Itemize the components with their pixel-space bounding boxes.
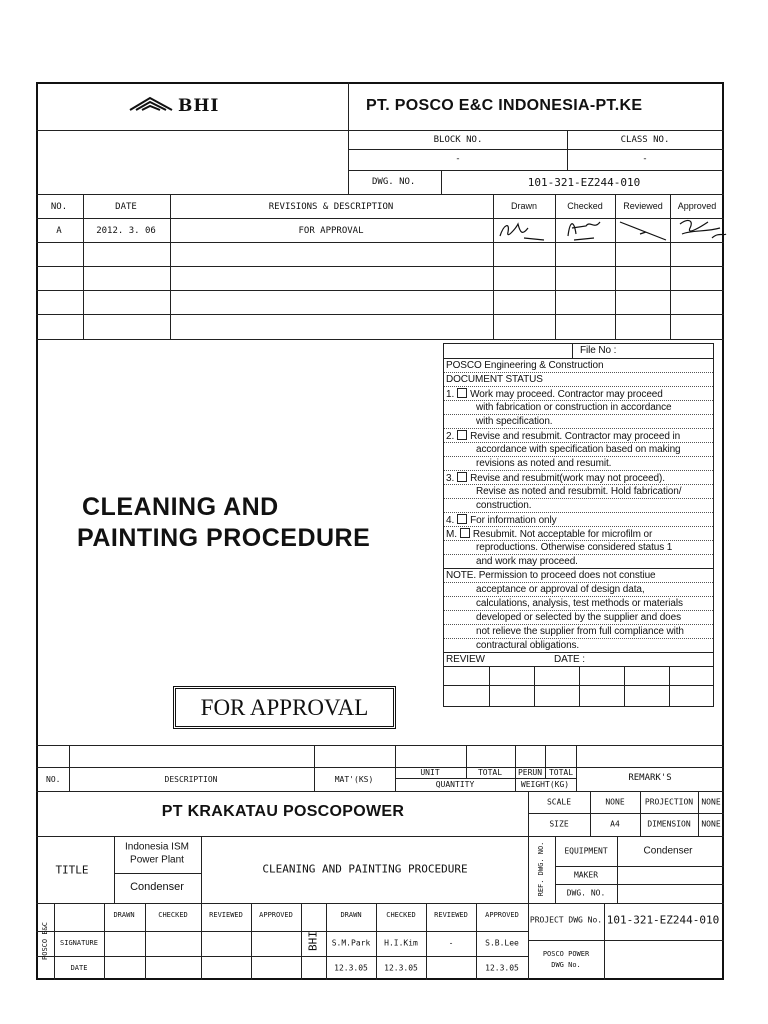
mat-header-total: TOTAL	[477, 768, 503, 777]
divider	[444, 610, 713, 611]
posco-drawn-header: DRAWN	[113, 911, 135, 919]
divider	[36, 130, 724, 131]
divider	[36, 791, 724, 792]
block-no-value: -	[455, 154, 461, 164]
mat-header-perun: PERUN	[517, 768, 543, 777]
bhi-drawn-date: 12.3.05	[334, 963, 368, 973]
divider	[604, 903, 605, 980]
bhi-reviewed-header: REVIEWED	[434, 911, 468, 919]
mat-header-unit: UNIT	[420, 768, 440, 777]
divider	[444, 554, 713, 555]
divider	[555, 836, 556, 903]
mat-header-no: NO.	[46, 775, 61, 784]
divider	[326, 903, 327, 980]
status-4-line	[446, 514, 557, 526]
dwg-no-label: DWG. NO.	[372, 177, 416, 187]
status-3-number: 3.	[446, 473, 455, 484]
company-name: PT. POSCO E&C INDONESIA-PT.KE	[366, 97, 643, 114]
maker-label: MAKER	[573, 870, 599, 880]
rev-header-checked: Checked	[567, 201, 603, 211]
divider	[376, 903, 377, 980]
divider	[444, 470, 713, 471]
rev-row-no: A	[56, 226, 62, 236]
ref-dwg-label: REF. DWG. NO.	[537, 841, 545, 897]
divider	[314, 745, 315, 791]
class-no-label: CLASS NO.	[620, 135, 670, 145]
divider	[669, 666, 670, 706]
document-status-stamp	[443, 343, 714, 707]
review-date-label: DATE :	[554, 654, 585, 665]
divider	[36, 266, 724, 267]
bhi-approved-date: 12.3.05	[485, 963, 519, 973]
status-m-number: M.	[446, 529, 457, 540]
status-m-checkbox[interactable]	[460, 528, 470, 538]
divider	[36, 767, 724, 768]
bhi-approved-header: APPROVED	[485, 911, 519, 919]
divider	[36, 339, 724, 340]
divider	[444, 512, 713, 513]
checked-signature-icon	[560, 216, 612, 244]
status-m-line	[446, 528, 652, 540]
status-3-text: Revise and resubmit(work may not proceed).	[470, 473, 665, 484]
stamp-heading: DOCUMENT STATUS	[446, 374, 543, 385]
status-3-line	[446, 472, 665, 484]
status-3-text-3: construction.	[476, 500, 532, 511]
reviewed-signature-icon	[616, 218, 670, 242]
note-text-3: calculations, analysis, test methods or materials	[476, 598, 683, 609]
date-label: DATE	[70, 964, 88, 972]
rev-row-description: FOR APPROVAL	[298, 226, 364, 236]
status-4-text: For information only	[470, 515, 557, 526]
divider	[36, 931, 528, 932]
divider	[567, 130, 568, 170]
for-approval-box: FOR APPROVAL	[173, 686, 396, 729]
stamp-company: POSCO Engineering & Construction	[446, 360, 604, 371]
divider	[444, 526, 713, 527]
mat-header-mat: MAT'(KS)	[334, 775, 374, 784]
divider	[36, 745, 724, 746]
status-m-text-3: and work may proceed.	[476, 556, 578, 567]
divider	[444, 358, 713, 359]
equipment-label: EQUIPMENT	[564, 846, 608, 856]
scale-value: NONE	[605, 797, 625, 807]
bhi-logo	[128, 96, 220, 121]
status-2-number: 2.	[446, 431, 455, 442]
divider	[395, 745, 396, 791]
class-no-value: -	[642, 154, 648, 164]
divider	[444, 428, 713, 429]
rev-header-approved: Approved	[677, 201, 717, 211]
projection-label: PROJECTION	[644, 797, 694, 807]
divider	[104, 903, 105, 980]
rev-header-date: DATE	[115, 202, 137, 212]
main-title-line-1: CLEANING AND	[82, 493, 279, 521]
divider	[444, 400, 713, 401]
dwg-no-value: 101-321-EZ244-010	[527, 176, 641, 189]
status-4-checkbox[interactable]	[457, 514, 467, 524]
divider	[576, 745, 577, 791]
divider	[36, 194, 724, 195]
status-1-number: 1.	[446, 389, 455, 400]
divider	[444, 582, 713, 583]
bhi-checked-signature: H.I.Kim	[384, 938, 418, 948]
divider	[489, 666, 490, 706]
divider	[251, 903, 252, 980]
divider	[201, 903, 202, 980]
divider	[145, 903, 146, 980]
plant-line-1: Indonesia ISM	[125, 841, 189, 853]
block-no-label: BLOCK NO.	[433, 135, 483, 145]
divider	[444, 638, 713, 639]
mat-header-total-weight: TOTAL	[548, 768, 574, 777]
divider	[114, 873, 201, 874]
mat-header-quantity: QUANTITY	[435, 780, 475, 789]
divider	[36, 242, 724, 243]
divider	[36, 290, 724, 291]
bhi-reviewed-signature: -	[448, 938, 454, 948]
mat-header-remarks: REMARK'S	[628, 773, 672, 783]
divider	[348, 82, 349, 194]
divider	[515, 745, 516, 791]
divider	[36, 836, 724, 837]
signature-label: SIGNATURE	[60, 939, 98, 947]
divider	[444, 414, 713, 415]
rev-row-date: 2012. 3. 06	[96, 226, 156, 236]
divider	[301, 903, 302, 980]
divider	[444, 484, 713, 485]
bhi-logo-icon	[128, 96, 174, 116]
status-3-checkbox[interactable]	[457, 472, 467, 482]
bhi-drawn-signature: S.M.Park	[331, 938, 371, 948]
rev-header-no: NO.	[50, 202, 68, 212]
posco-reviewed-header: REVIEWED	[209, 911, 243, 919]
rev-header-description: REVISIONS & DESCRIPTION	[268, 202, 394, 212]
status-2-line	[446, 430, 680, 442]
plant-line-2: Power Plant	[130, 854, 184, 866]
divider	[444, 540, 713, 541]
divider	[444, 498, 713, 499]
divider	[617, 836, 618, 903]
drawn-signature-icon	[494, 218, 554, 244]
status-m-text: Resubmit. Not acceptable for microfilm or	[472, 529, 653, 540]
dimension-label: DIMENSION	[647, 819, 691, 829]
status-2-checkbox[interactable]	[457, 430, 467, 440]
scale-label: SCALE	[546, 797, 572, 807]
approved-signature-icon	[672, 214, 730, 244]
bhi-side-label: BHI	[306, 931, 320, 951]
note-text-5: not relieve the supplier from full compliance with	[476, 626, 684, 637]
divider	[426, 903, 427, 980]
divider	[466, 745, 467, 778]
divider	[624, 666, 625, 706]
divider	[348, 149, 724, 150]
divider	[36, 903, 724, 904]
mat-header-description: DESCRIPTION	[164, 775, 218, 784]
status-1-text-3: with specification.	[476, 416, 553, 427]
divider	[441, 170, 442, 194]
divider	[444, 372, 713, 373]
main-title-line-2: PAINTING PROCEDURE	[77, 524, 371, 552]
status-3-text-2: Revise as noted and resubmit. Hold fabrication/	[476, 486, 682, 497]
divider	[545, 745, 546, 778]
dimension-value: NONE	[701, 819, 721, 829]
projection-value: NONE	[701, 797, 721, 807]
divider	[444, 386, 713, 387]
divider	[395, 778, 576, 779]
status-2-text: Revise and resubmit. Contractor may proceed in	[470, 431, 681, 442]
title-label: TITLE	[55, 863, 89, 877]
bhi-checked-date: 12.3.05	[384, 963, 418, 973]
posco-power-label: POSCO POWER	[542, 950, 590, 958]
divider	[534, 666, 535, 706]
project-dwg-label: PROJECT DWG No.	[529, 915, 603, 925]
review-label: REVIEW	[446, 654, 485, 665]
file-no-label: File No :	[580, 345, 617, 356]
divider	[348, 170, 724, 171]
status-1-line	[446, 388, 663, 400]
note-text-4: developed or selected by the supplier and does	[476, 612, 681, 623]
note-text-1: NOTE. Permission to proceed does not constiue	[446, 570, 656, 581]
divider	[579, 666, 580, 706]
client-name: PT KRAKATAU POSCOPOWER	[161, 803, 405, 820]
divider	[528, 813, 724, 814]
posco-checked-header: CHECKED	[158, 911, 188, 919]
posco-approved-header: APPROVED	[259, 911, 293, 919]
divider	[555, 884, 724, 885]
divider	[528, 791, 529, 980]
ref-dwg-no-label: DWG. NO.	[566, 888, 606, 898]
divider	[444, 596, 713, 597]
project-dwg-value: 101-321-EZ244-010	[606, 913, 720, 927]
note-text-6: contractural obligations.	[476, 640, 580, 651]
size-value: A4	[610, 819, 620, 829]
divider	[36, 956, 528, 957]
status-1-checkbox[interactable]	[457, 388, 467, 398]
divider	[36, 314, 724, 315]
status-1-text: Work may proceed. Contractor may proceed	[470, 389, 663, 400]
drawing-title: CLEANING AND PAINTING PROCEDURE	[262, 862, 468, 876]
status-1-text-2: with fabrication or construction in accordance	[476, 402, 672, 413]
status-2-text-3: revisions as noted and resumit.	[476, 458, 612, 469]
divider	[444, 685, 713, 686]
posco-power-dwg-label: DWG No.	[551, 961, 581, 969]
divider	[54, 903, 55, 980]
divider	[444, 652, 713, 653]
divider	[201, 836, 202, 903]
divider	[69, 745, 70, 791]
divider	[114, 836, 115, 903]
mat-header-weight: WEIGHT(KG)	[520, 780, 570, 789]
size-label: SIZE	[549, 819, 569, 829]
divider	[444, 624, 713, 625]
divider	[444, 456, 713, 457]
bhi-drawn-header: DRAWN	[340, 911, 362, 919]
divider	[555, 866, 724, 867]
logo-text: BHI	[178, 96, 220, 116]
status-m-text-2: reproductions. Otherwise considered status 1	[476, 542, 673, 553]
rev-header-reviewed: Reviewed	[623, 201, 663, 211]
equipment-value: Condenser	[643, 845, 693, 857]
divider	[476, 903, 477, 980]
rev-header-drawn: Drawn	[510, 201, 538, 211]
status-2-text-2: accordance with specification based on making	[476, 444, 681, 455]
bhi-approved-signature: S.B.Lee	[485, 938, 519, 948]
posco-ec-side-label: POSCO E&C	[41, 922, 49, 960]
divider	[444, 442, 713, 443]
plant-line-3: Condenser	[130, 881, 184, 893]
status-4-number: 4.	[446, 515, 455, 526]
note-text-2: acceptance or approval of design data,	[476, 584, 645, 595]
divider	[572, 344, 573, 358]
divider	[528, 940, 724, 941]
divider	[444, 568, 713, 569]
bhi-checked-header: CHECKED	[386, 911, 416, 919]
